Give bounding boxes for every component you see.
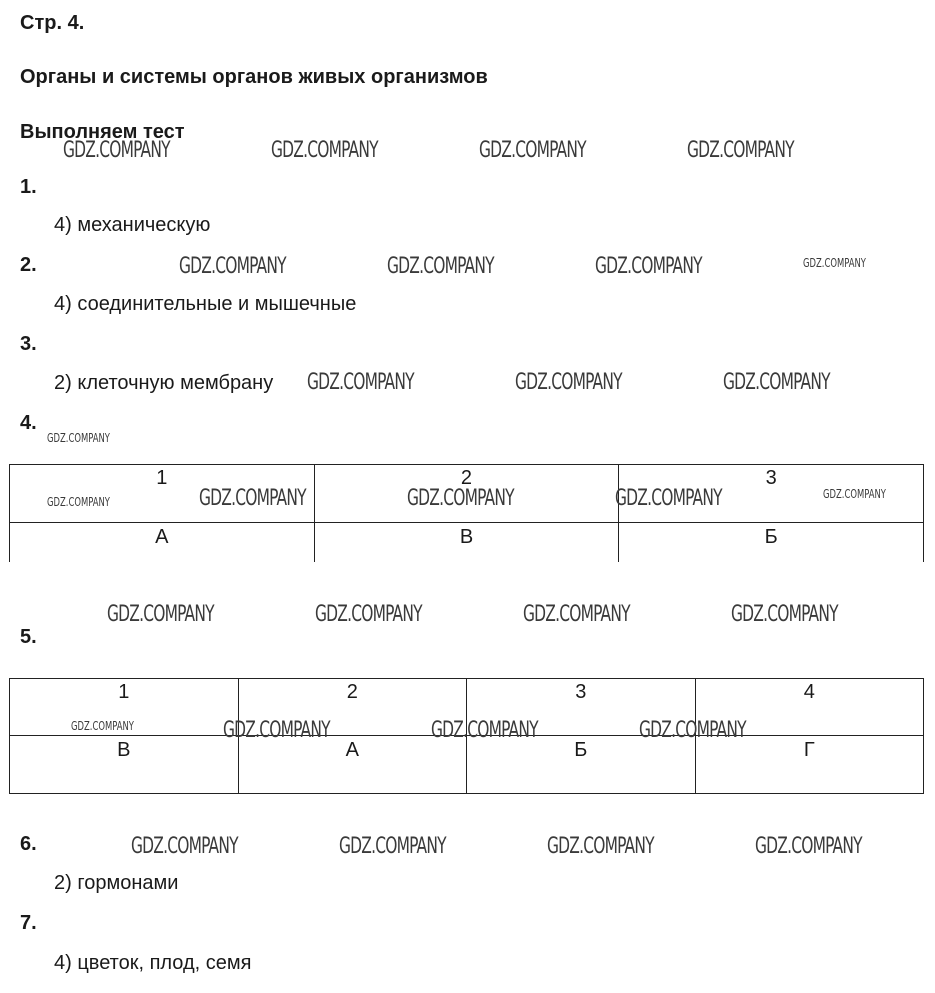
page-title: Органы и системы органов живых организмов [20, 66, 488, 88]
watermark: GDZ.COMPANY [339, 834, 446, 859]
table5-header: 1 [10, 679, 239, 736]
watermark: GDZ.COMPANY [315, 602, 422, 627]
watermark: GDZ.COMPANY [179, 254, 286, 279]
watermark: GDZ.COMPANY [271, 138, 378, 163]
watermark: GDZ.COMPANY [131, 834, 238, 859]
question-7-number: 7. [20, 912, 37, 934]
watermark: GDZ.COMPANY [199, 486, 306, 511]
watermark: GDZ.COMPANY [47, 495, 110, 509]
question-1-number: 1. [20, 176, 37, 198]
watermark: GDZ.COMPANY [431, 718, 538, 743]
question-6-number: 6. [20, 833, 37, 855]
watermark: GDZ.COMPANY [639, 718, 746, 743]
watermark: GDZ.COMPANY [63, 138, 170, 163]
table5-value: Б [467, 736, 696, 794]
table4-header: 1 [10, 465, 315, 523]
watermark: GDZ.COMPANY [547, 834, 654, 859]
table5-header: 2 [238, 679, 467, 736]
watermark: GDZ.COMPANY [407, 486, 514, 511]
table4-header: 3 [619, 465, 924, 523]
table4-value: А [10, 523, 315, 563]
watermark: GDZ.COMPANY [755, 834, 862, 859]
watermark: GDZ.COMPANY [615, 486, 722, 511]
watermark: GDZ.COMPANY [479, 138, 586, 163]
watermark: GDZ.COMPANY [723, 370, 830, 395]
question-7-answer: 4) цветок, плод, семя [54, 952, 252, 974]
watermark: GDZ.COMPANY [523, 602, 630, 627]
question-2-number: 2. [20, 254, 37, 276]
question-2-answer: 4) соединительные и мышечные [54, 293, 357, 315]
watermark: GDZ.COMPANY [515, 370, 622, 395]
answer-table-4 [9, 464, 924, 562]
question-1-answer: 4) механическую [54, 214, 211, 236]
table5-value: А [238, 736, 467, 794]
table5-header: 4 [695, 679, 924, 736]
watermark: GDZ.COMPANY [307, 370, 414, 395]
watermark: GDZ.COMPANY [803, 256, 866, 270]
table5-value: Г [695, 736, 924, 794]
watermark: GDZ.COMPANY [823, 487, 886, 501]
section-heading: Выполняем тест [20, 121, 185, 143]
table5-header: 3 [467, 679, 696, 736]
watermark: GDZ.COMPANY [47, 431, 110, 445]
question-5-number: 5. [20, 626, 37, 648]
table4-value: В [314, 523, 619, 563]
watermark: GDZ.COMPANY [71, 719, 134, 733]
table4-value: Б [619, 523, 924, 563]
watermark: GDZ.COMPANY [387, 254, 494, 279]
table5-value: В [10, 736, 239, 794]
page-number: Стр. 4. [20, 12, 85, 34]
question-3-number: 3. [20, 333, 37, 355]
question-4-number: 4. [20, 412, 37, 434]
question-6-answer: 2) гормонами [54, 872, 179, 894]
table4-header: 2 [314, 465, 619, 523]
watermark: GDZ.COMPANY [687, 138, 794, 163]
watermark: GDZ.COMPANY [223, 718, 330, 743]
watermark: GDZ.COMPANY [107, 602, 214, 627]
question-3-answer: 2) клеточную мембрану [54, 372, 274, 394]
watermark: GDZ.COMPANY [731, 602, 838, 627]
watermark: GDZ.COMPANY [595, 254, 702, 279]
